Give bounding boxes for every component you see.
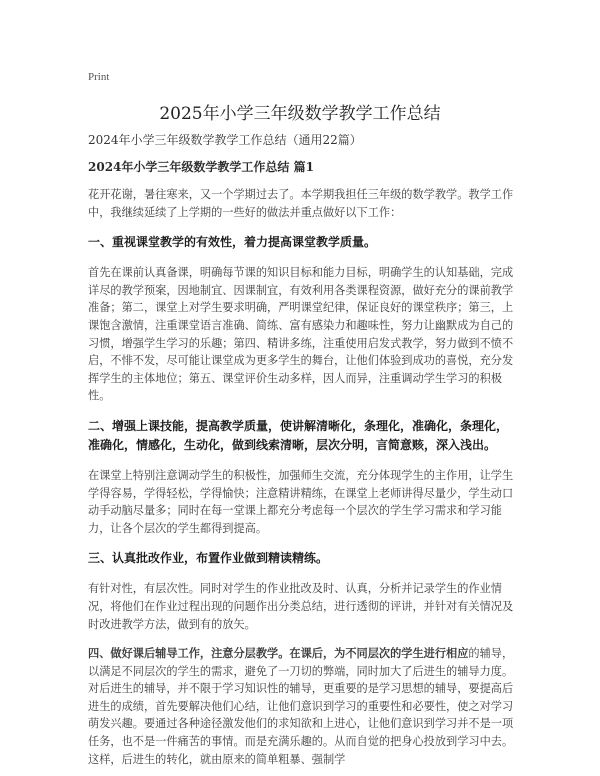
heading-1: 一、重视课堂教学的有效性，着力提高课堂教学质量。 [88,235,377,250]
intro-paragraph: 花开花谢，暑往寒来，又一个学期过去了。本学期我担任三年级的数学教学。教学工作中，我继续延续了上学期的一些好的做法并重点做好以下工作： [88,188,514,219]
print-label[interactable]: Print [88,71,110,83]
paragraph-4 [88,645,516,768]
heading-2: 二、增强上课技能，提高教学质量，使讲解清晰化，条理化，准确化，条理化，准确化，情感化，生动化，做到线索清晰，层次分明，言简意赅，深入浅出。 [88,418,509,452]
paragraph-1: 首先在课前认真备课，明确每节课的知识目标和能力目标，明确学生的认知基础，完成详尽的教学预案，因地制宜、因课制宜，有效利用各类课程资源，做好充分的课前教学准备；第二，课堂上对学生要求明确，严明课堂纪律，保证良好的课堂秩序；第三，上课饱含激情，注重课堂语言准确、简练、富有感染力和趣味性，努力让幽默成为自己的习惯，增强学生学习的乐趣；第四、精讲多练，注重使用启发式教学，努力做到不愤不启，不悱不发，尽可能让课堂成为更多学生的舞台，让他们体验到成功的喜悦，充分发挥学生的主体地位；第五、课堂评价生动多样，因人而异，注重调动学生学习的积极性。 [88,266,514,403]
heading-4: 四、做好课后辅导工作，注意分层教学。在课后，为不同层次的学生进行相应 [88,646,469,661]
document-subtitle: 2024年小学三年级数学教学工作总结（通用22篇） [88,133,362,147]
heading-3: 三、认真批改作业，布置作业做到精读精练。 [88,551,329,566]
document-title: 2025年小学三年级数学教学工作总结 [159,104,441,124]
paragraph-4-text: 的辅导，以满足不同层次的学生的需求，避免了一刀切的弊端，同时加大了后进生的辅导力度。对后进生的辅导，并不限于学习知识性的辅导，更重要的是学习思想的辅导，要提高后进生的成绩，首先要解决他们心结，让他们意识到学习的重要性和必要性，使之对学习萌发兴趣。要通过各种途径激发他们的求知欲和上进心，让他们意识到学习并不是一项任务，也不是一件痛苦的事情。而是充满乐趣的。从而自觉的把身心投放到学习中去。这样，后进生的转化，就由原来的简单粗暴、强制学 [88,647,514,766]
paragraph-2: 在课堂上特别注意调动学生的积极性，加强师生交流，充分体现学生的主作用，让学生学得容易，学得轻松，学得愉快；注意精讲精练，在课堂上老师讲得尽量少，学生动口动手动脑尽量多；同时在每一堂课上都充分考虑每一个层次的学生学习需求和学习能力，让各个层次的学生都得到提高。 [88,468,514,535]
section-title: 2024年小学三年级数学教学工作总结 篇1 [88,160,314,174]
paragraph-3: 有针对性，有层次性。同时对学生的作业批改及时、认真，分析并记录学生的作业情况，将他们在作业过程出现的问题作出分类总结，进行透彻的评讲，并针对有关情况及时改进教学方法，做到有的放矢。 [88,582,514,631]
document-body [88,158,516,768]
